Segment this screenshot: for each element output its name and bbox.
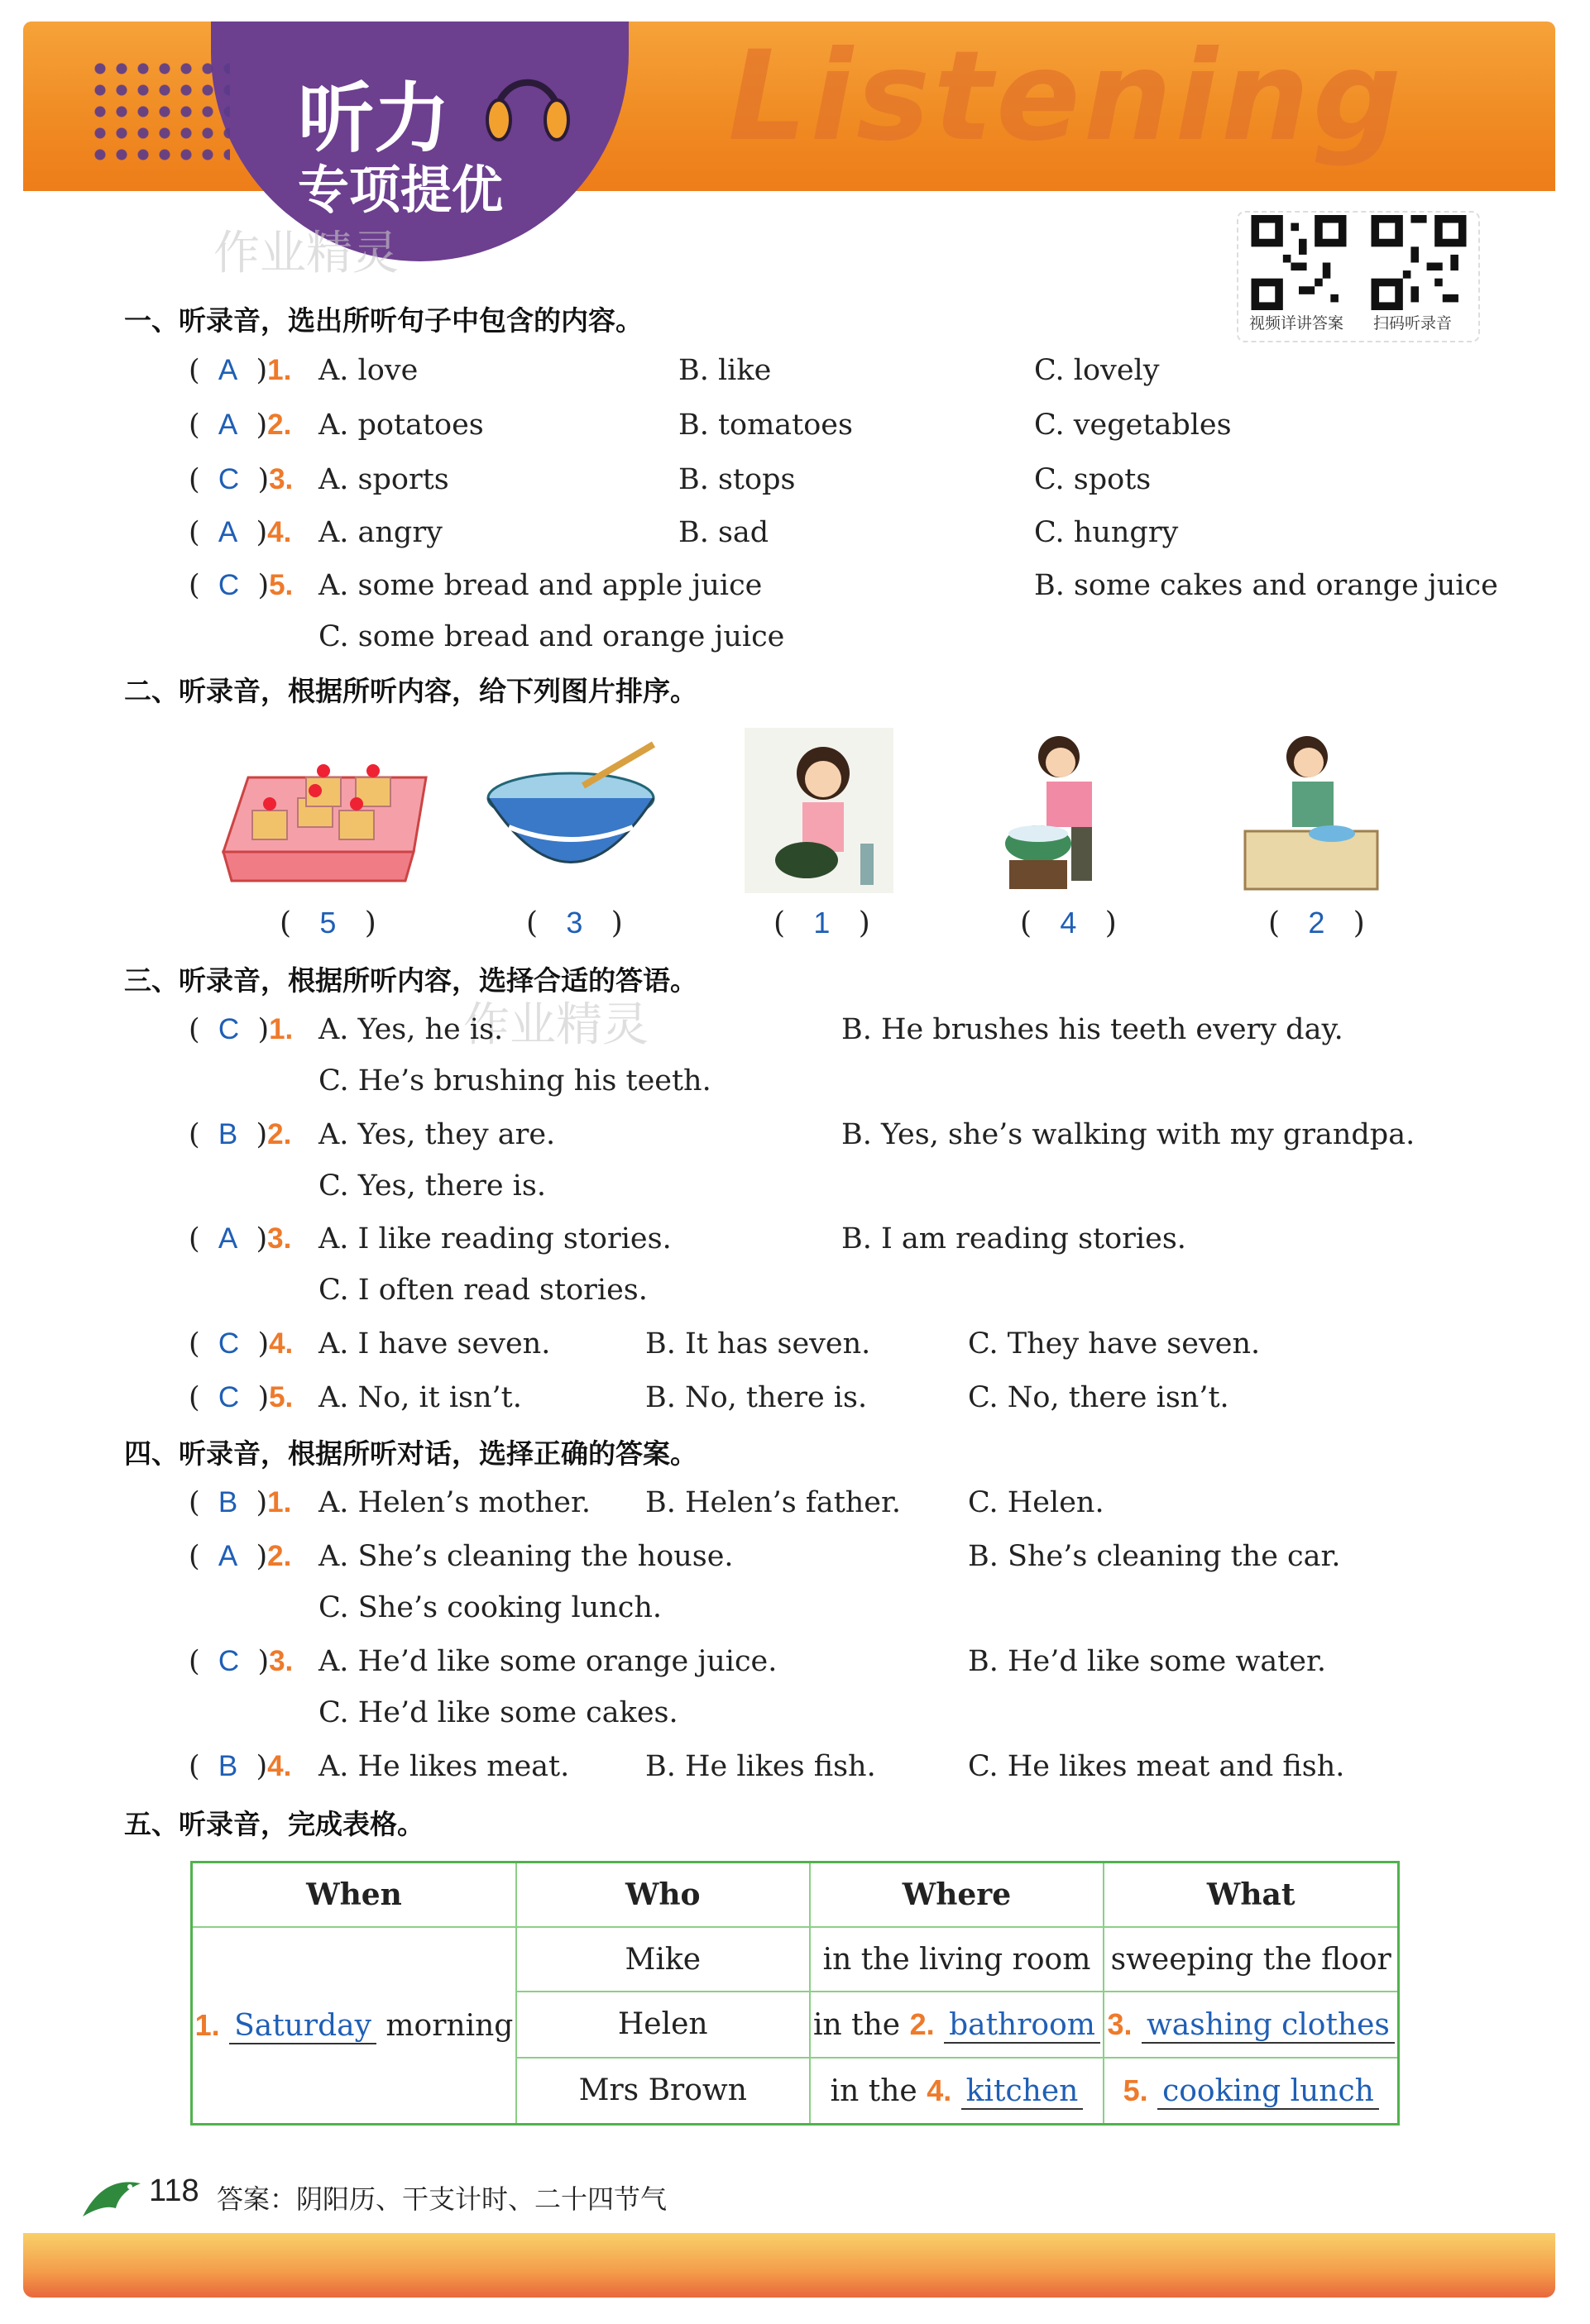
headphones-icon — [484, 58, 571, 149]
where-cell: in the 2. bathroom — [810, 1992, 1104, 2058]
option-c: C. They have seven. — [968, 1327, 1261, 1360]
option-c: C. spots — [1034, 463, 1152, 496]
header-where: Where — [810, 1863, 1104, 1928]
answer-slot: ( A )1. — [189, 354, 292, 387]
qr-code-audio-image[interactable] — [1369, 215, 1468, 310]
answer-slot: ( A )4. — [189, 516, 292, 549]
answer-slot: ( C )5. — [189, 1381, 294, 1414]
section1-heading: 一、听录音，选出所听句子中包含的内容。 — [124, 304, 643, 337]
qr-left-caption: 视频详讲答案 — [1249, 314, 1344, 332]
bowl-image — [484, 728, 662, 893]
table-row — [192, 1927, 1399, 1992]
option-c: C. He likes meat and fish. — [968, 1750, 1345, 1783]
option-a: A. sports — [318, 463, 449, 496]
option-b: B. Yes, she’s walking with my grandpa. — [841, 1118, 1415, 1151]
section5-heading: 五、听录音，完成表格。 — [124, 1808, 424, 1840]
option-b: B. He brushes his teeth every day. — [841, 1013, 1343, 1046]
answer-slot: ( B )1. — [189, 1486, 292, 1519]
option-b: B. sad — [678, 516, 769, 549]
option-b: B. It has seven. — [645, 1327, 871, 1360]
option-b: B. No, there is. — [645, 1381, 868, 1414]
where-cell: in the living room — [810, 1927, 1104, 1992]
picture-order-slot: ( 1 ) — [773, 906, 870, 940]
where-cell: in the 4. kitchen — [810, 2058, 1104, 2125]
what-cell: 3. washing clothes — [1104, 1992, 1398, 2058]
where-fill: kitchen — [961, 2074, 1084, 2110]
option-a: A. Helen’s mother. — [318, 1486, 591, 1519]
section2-heading: 二、听录音，根据所听内容，给下列图片排序。 — [124, 675, 697, 707]
picture-order-slot: ( 5 ) — [280, 906, 376, 940]
what-cell: 5. cooking lunch — [1104, 2058, 1398, 2125]
header-who: Who — [516, 1863, 810, 1928]
option-b: B. He’d like some water. — [968, 1645, 1326, 1678]
option-b: B. some cakes and orange juice — [1034, 569, 1498, 602]
option-b: B. stops — [678, 463, 796, 496]
option-c: C. Helen. — [968, 1486, 1104, 1519]
option-b: B. like — [678, 354, 772, 387]
what-cell: sweeping the floor — [1104, 1927, 1398, 1992]
banner-title-english: Listening — [728, 25, 1406, 169]
answer-slot: ( A )2. — [189, 1540, 292, 1573]
option-a: A. He’d like some orange juice. — [318, 1645, 778, 1678]
picture-order-slot: ( 3 ) — [526, 906, 623, 940]
answer-slot: ( C )4. — [189, 1327, 294, 1360]
page-number: 118 — [149, 2173, 199, 2208]
qr-right-caption: 扫码听录音 — [1373, 314, 1453, 332]
answer-slot: ( B )4. — [189, 1750, 292, 1783]
answer-table — [190, 1861, 1400, 2126]
answer-slot: ( C )3. — [189, 463, 294, 496]
option-a: A. angry — [318, 516, 443, 549]
cupcakes-tray-image — [215, 728, 434, 893]
option-c: C. hungry — [1034, 516, 1179, 549]
section3-heading: 三、听录音，根据所听内容，选择合适的答语。 — [124, 964, 697, 997]
boy-washing-image — [1001, 728, 1133, 893]
answer-slot: ( B )2. — [189, 1118, 292, 1151]
option-a: A. I have seven. — [318, 1327, 551, 1360]
option-c: C. No, there isn’t. — [968, 1381, 1229, 1414]
option-a: A. potatoes — [318, 409, 484, 442]
who-cell: Mrs Brown — [516, 2058, 810, 2125]
answer-slot: ( A )3. — [189, 1222, 292, 1255]
picture-order-slot: ( 4 ) — [1020, 906, 1117, 940]
header-when: When — [192, 1863, 516, 1928]
option-a: A. love — [318, 354, 419, 387]
option-b: B. She’s cleaning the car. — [968, 1540, 1341, 1573]
table-header-row — [192, 1863, 1399, 1928]
option-a: A. I like reading stories. — [318, 1222, 672, 1255]
what-fill: cooking lunch — [1157, 2074, 1379, 2110]
option-c: C. He’d like some cakes. — [318, 1696, 678, 1729]
watermark-top: 作业精灵 — [213, 227, 399, 280]
qr-code-answers-image[interactable] — [1249, 215, 1348, 310]
answer-slot: ( C )3. — [189, 1645, 294, 1678]
girl-cooking-image — [745, 728, 893, 893]
who-cell: Helen — [516, 1992, 810, 2058]
option-c: C. Yes, there is. — [318, 1169, 546, 1203]
option-a: A. No, it isn’t. — [318, 1381, 522, 1414]
option-c: C. some bread and orange juice — [318, 620, 785, 653]
option-c: C. lovely — [1034, 354, 1160, 387]
option-a: A. Yes, they are. — [318, 1118, 556, 1151]
option-a: A. Yes, he is. — [318, 1013, 504, 1046]
when-fill: Saturday — [229, 2009, 376, 2044]
option-c: C. vegetables — [1034, 409, 1232, 442]
watermark-middle: 作业精灵 — [463, 998, 649, 1052]
section4-heading: 四、听录音，根据所听对话，选择正确的答案。 — [124, 1437, 697, 1470]
banner-title-line1: 听力 — [298, 74, 451, 163]
option-b: B. tomatoes — [678, 409, 853, 442]
option-b: B. I am reading stories. — [841, 1222, 1186, 1255]
dot-pattern-decoration — [89, 58, 230, 165]
answer-slot: ( C )5. — [189, 569, 294, 602]
banner-title-line2: 专项提优 — [298, 160, 504, 220]
option-b: B. Helen’s father. — [645, 1486, 902, 1519]
option-c: C. I often read stories. — [318, 1274, 648, 1307]
when-cell: 1. Saturday morning — [192, 1927, 516, 2125]
boy-cleaning-table-image — [1241, 728, 1382, 893]
footer-bar — [23, 2233, 1555, 2298]
option-a: A. She’s cleaning the house. — [318, 1540, 734, 1573]
option-a: A. He likes meat. — [318, 1750, 570, 1783]
header-what: What — [1104, 1863, 1398, 1928]
where-fill: bathroom — [944, 2008, 1100, 2044]
picture-order-slot: ( 2 ) — [1268, 906, 1365, 940]
dolphin-icon — [79, 2167, 145, 2225]
answer-slot: ( C )1. — [189, 1013, 294, 1046]
option-a: A. some bread and apple juice — [318, 569, 763, 602]
who-cell: Mike — [516, 1927, 810, 1992]
option-b: B. He likes fish. — [645, 1750, 876, 1783]
option-c: C. She’s cooking lunch. — [318, 1591, 662, 1624]
what-fill: washing clothes — [1142, 2008, 1395, 2044]
footer-answer: 答案：阴阳历、干支计时、二十四节气 — [217, 2183, 668, 2215]
option-c: C. He’s brushing his teeth. — [318, 1064, 711, 1097]
answer-slot: ( A )2. — [189, 409, 292, 442]
